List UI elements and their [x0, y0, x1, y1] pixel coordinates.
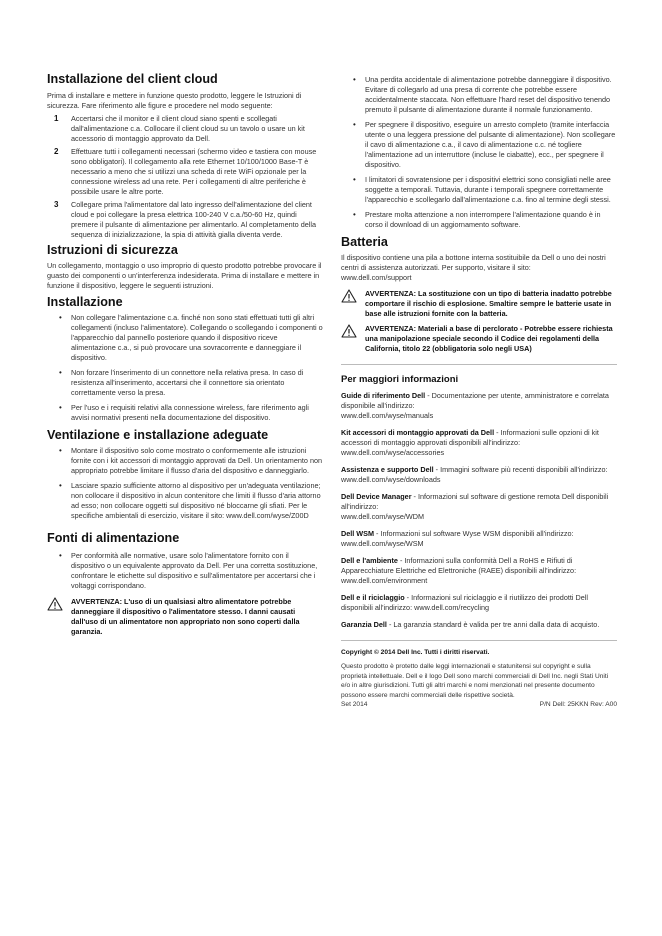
info-item: Dell e il riciclaggio - Informazioni sul riciclaggio e il riutilizzo dei prodotti Dell disponibili all'indirizzo: www.dell.com/recycling — [341, 593, 589, 612]
power-list-continued — [341, 75, 617, 230]
bullet-icon: • — [59, 313, 62, 322]
perchlorate-warning: AVVERTENZA: Materiali a base di perclorato - Potrebbe essere richiesta una manipolazione speciale secondo il Codice dei regolamenti della California, titolo 22 (obbligatoria solo negli USA) — [341, 324, 617, 354]
bullet-icon: • — [59, 403, 62, 412]
installation-list — [47, 313, 323, 423]
publish-date: Set 2014 — [341, 701, 368, 709]
list-item: • Prestare molta attenzione a non interrompere l'alimentazione quando è in corso il download di un aggiornamento software. — [353, 210, 601, 229]
right-column — [341, 75, 617, 709]
list-item: • Non forzare l'inserimento di un connettore nella relativa presa. In caso di resistenza all'inserimento, accertarsi che il connettore sia orientato correttamente verso la presa. — [59, 368, 304, 397]
section-title-more-info: Per maggiori informazioni — [341, 374, 459, 385]
info-item: Dell e l'ambiente - Informazioni sulla conformità Dell a RoHS e Rifiuti di Apparecchiature Elettriche ed Elettroniche (RAEE) disponibili all'indirizzo: www.dell.com/environment — [341, 556, 577, 585]
info-link[interactable]: www.dell.com/wyse/downloads — [341, 475, 441, 484]
info-item: Dell Device Manager - Informazioni sul software di gestione remota Dell disponibili all'indirizzo: www.dell.com/wyse/WDM — [341, 492, 609, 521]
list-item: • Montare il dispositivo solo come mostrato o conformemente alle istruzioni fornite con i kit accessori di montaggio approvati da Dell. Un orientamento non appropriato potrebbe limitare il flusso d'aria del dispositivo e danneggiarlo. — [59, 446, 323, 475]
footer-meta — [341, 700, 617, 709]
info-item: Kit accessori di montaggio approvati da Dell - Informazioni sulle opzioni di kit accessori di montaggio approvati disponibili all'indirizzo: www.dell.com/wyse/accessories — [341, 428, 599, 457]
bullet-icon: • — [353, 175, 356, 184]
list-item: • Lasciare spazio sufficiente attorno al dispositivo per un'adeguata ventilazione; non collocare il dispositivo in alcun contenitore che limiti il flusso d'aria attorno ad esso; non collocare oggetti sul dispositivo né bloccarne gli sfiati. Per le specifiche ambientali di esercizio, visitare il sito: www.dell.com/wyse/Z00D — [59, 481, 321, 520]
divider — [341, 640, 617, 641]
info-link[interactable]: www.dell.com/wyse/WSM — [341, 539, 424, 548]
install-cloud-intro: Prima di installare e mettere in funzione questo prodotto, leggere le Istruzioni di sicurezza. Fare riferimento alle figure e procedere nel modo seguente: — [47, 91, 302, 110]
copyright: Copyright © 2014 Dell Inc. Tutti i diritti riservati. — [341, 649, 490, 656]
info-link[interactable]: www.dell.com/wyse/accessories — [341, 448, 445, 457]
left-column — [47, 72, 323, 637]
footer — [341, 648, 617, 709]
bullet-icon: • — [59, 446, 62, 455]
bullet-icon: • — [59, 368, 62, 377]
step-item: 1 Accertarsi che il monitor e il client cloud siano spenti e scollegati dall'alimentazione c.a. Collocare il client cloud su un tavolo o usare un kit accessorio di montaggio approvato da Dell. — [54, 114, 305, 143]
step-item: 3 Collegare prima l'alimentatore dal lato ingresso dell'alimentazione del client cloud e poi collegare la presa elettrica 100-240 V c.a./50-60 Hz, quindi premere il pulsante di alimentazione per alimentarlo. Al completamento della sequenza di inizializzazione, la spia di attività gialla diventa verde. — [54, 200, 317, 239]
list-item: • I limitatori di sovratensione per i dispositivi elettrici sono consigliati nelle aree soggette a temporali. Tuttavia, durante i temporali spegnere correttamente l'apparecchio e scollegarlo dall'alimentazione c.a. fino al termine degli stessi. — [353, 175, 611, 204]
section-title-installation: Installazione — [47, 295, 123, 309]
battery-text: Il dispositivo contiene una pila a bottone interna sostituibile da Dell o uno dei nostri centri di assistenza autorizzati. Per supporto, visitare il sito: — [341, 253, 606, 272]
divider — [341, 364, 617, 365]
warning-icon — [341, 324, 357, 338]
info-item: Guide di riferimento Dell - Documentazione per utente, amministratore e correlata disponibile all'indirizzo: www.dell.com/wyse/manuals — [341, 391, 609, 420]
more-info-section — [341, 374, 617, 630]
list-item: • Non collegare l'alimentazione c.a. finché non sono stati effettuati tutti gli altri collegamenti (incluso l'alimentatore). Collegando o scollegando i componenti o l'apparecchio dal pannello posteriore quando il dispositivo riceve alimentazione c.a., si può provocare una sovracorrente e danneggiare il dispositivo. — [59, 313, 323, 362]
legal-notice: Questo prodotto è protetto dalle leggi internazionali e statunitensi sul copyright e sulla proprietà intellettuale. Dell e il logo Dell sono marchi commerciali di Dell Inc. negli Stati Uniti e/o in altre giurisdizioni. Tutti gli altri marchi e nomi menzionati nel presente documento possono essere marchi commerciali delle rispettive società. — [341, 663, 609, 699]
section-title-power: Fonti di alimentazione — [47, 531, 180, 545]
list-item: • Per l'uso e i requisiti relativi alla connessione wireless, fare riferimento agli avvisi normativi presenti nella documentazione del dispositivo. — [59, 403, 309, 422]
section-title-safety: Istruzioni di sicurezza — [47, 243, 178, 257]
bullet-icon: • — [59, 481, 62, 490]
battery-support-link[interactable]: www.dell.com/support — [341, 273, 412, 282]
warning-icon — [47, 597, 63, 611]
step-item: 2 Effettuare tutti i collegamenti necessari (schermo video e tastiera con mouse sono obbligatori). Il collegamento alla rete Ethernet 10/100/1000 Base-T è necessario a meno che si utilizzi una scheda di rete WiFi opzionale per la connessione wireless ad una rete. Per i collegamenti di altre periferiche è possibile usare le altre porte. — [54, 147, 317, 196]
bullet-icon: • — [353, 75, 356, 84]
info-item: Assistenza e supporto Dell - Immagini software più recenti disponibili all'indirizzo: www.dell.com/wyse/downloads — [341, 465, 608, 484]
list-item: • Per spegnere il dispositivo, eseguire un arresto completo (tramite interfaccia utente o una leggera pressione del pulsante di alimentazione). Non scollegare il cavo di alimentazione c.a., il cavo di alimentazione c.c. né togliere l'alimentazione ad un interruttore (incluse le ciabatte), ecc., per spegnere il dispositivo. — [353, 120, 616, 169]
bullet-icon: • — [353, 210, 356, 219]
section-title-battery: Batteria — [341, 235, 388, 249]
warning-icon — [341, 289, 357, 303]
list-item: • Una perdita accidentale di alimentazione potrebbe danneggiare il dispositivo. Evitare di collegarlo ad una presa di corrente che potrebbe essere accidentalmente staccata. Non effettuare l'hard reset del dispositivo tenendo premuto il pulsante di alimentazione durante il normale funzionamento. — [353, 75, 612, 114]
install-steps — [47, 114, 323, 240]
bullet-icon: • — [353, 120, 356, 129]
power-list — [47, 551, 323, 591]
bullet-icon: • — [59, 551, 62, 560]
safety-text: Un collegamento, montaggio o uso improprio di questo prodotto potrebbe provocare il guasto dei componenti o un'interferenza indesiderata. Prima di installare e mettere in funzione il dispositivo, leggere le seguenti istruzioni. — [47, 261, 322, 290]
power-warning: AVVERTENZA: L'uso di un qualsiasi altro alimentatore potrebbe danneggiare il dispositivo o l'alimentatore stesso. I danni causati dall'uso di un alimentatore non appropriato non sono coperti dalla garanzia. — [47, 597, 323, 637]
ventilation-list — [47, 446, 323, 521]
info-item: Dell WSM - Informazioni sul software Wyse WSM disponibili all'indirizzo: www.dell.com/wyse/WSM — [341, 529, 574, 548]
section-title-ventilation: Ventilazione e installazione adeguate — [47, 428, 269, 442]
info-link[interactable]: www.dell.com/wyse/WDM — [341, 512, 424, 521]
part-number: P/N Dell: 25KKN Rev: A00 — [539, 701, 617, 709]
info-link[interactable]: www.dell.com/wyse/manuals — [341, 411, 434, 420]
battery-warning: AVVERTENZA: La sostituzione con un tipo di batteria inadatto potrebbe comportare il rischio di esplosione. Smaltire sempre le batterie usate in base alle istruzioni fornite con la batteria. — [341, 289, 617, 319]
info-item: Garanzia Dell - La garanzia standard è valida per tre anni dalla data di acquisto. — [341, 620, 600, 629]
section-title-install-cloud: Installazione del client cloud — [47, 72, 218, 86]
list-item: • Per conformità alle normative, usare solo l'alimentatore fornito con il dispositivo o un equivalente approvato da Dell. Per una corretta sostituzione, confrontare le etichette sul dispositivo e sull'alimentatore per accertarsi che i voltaggi corrispondano. — [59, 551, 318, 590]
